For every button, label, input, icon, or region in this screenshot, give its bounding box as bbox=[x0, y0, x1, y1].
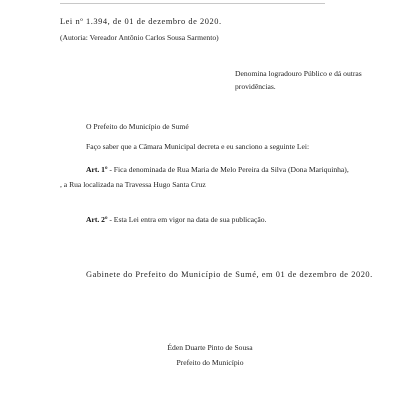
office-closing: Gabinete do Prefeito do Município de Sumé, em 01 de dezembro de 2020. bbox=[86, 270, 373, 279]
top-divider bbox=[60, 3, 325, 4]
article-1-label: Art. 1º bbox=[86, 165, 108, 174]
mayor-intro: O Prefeito do Município de Sumé bbox=[86, 122, 189, 131]
article-1 bbox=[86, 166, 349, 174]
decree-statement: Faço saber que a Câmara Municipal decreta e eu sanciono a seguinte Lei: bbox=[86, 142, 310, 151]
article-2 bbox=[86, 216, 266, 224]
article-1-text: - Fica denominada de Rua Maria de Melo Pereira da Silva (Dona Mariquinha), bbox=[107, 165, 349, 174]
law-summary: Denomina logradouro Público e dá outras providências. bbox=[235, 69, 362, 91]
article-1-continuation: , a Rua localizada na Travessa Hugo Santa Cruz bbox=[60, 180, 206, 189]
law-number: Lei nº 1.394, de 01 de dezembro de 2020. bbox=[60, 17, 222, 26]
article-2-text: - Esta Lei entra em vigor na data de sua publicação. bbox=[107, 215, 267, 224]
article-2-label: Art. 2º bbox=[86, 215, 108, 224]
signer-name: Éden Duarte Pinto de Sousa bbox=[167, 343, 253, 352]
law-author: (Autoria: Vereador Antônio Carlos Sousa Sarmento) bbox=[60, 33, 219, 42]
signer-title: Prefeito do Município bbox=[176, 358, 244, 367]
